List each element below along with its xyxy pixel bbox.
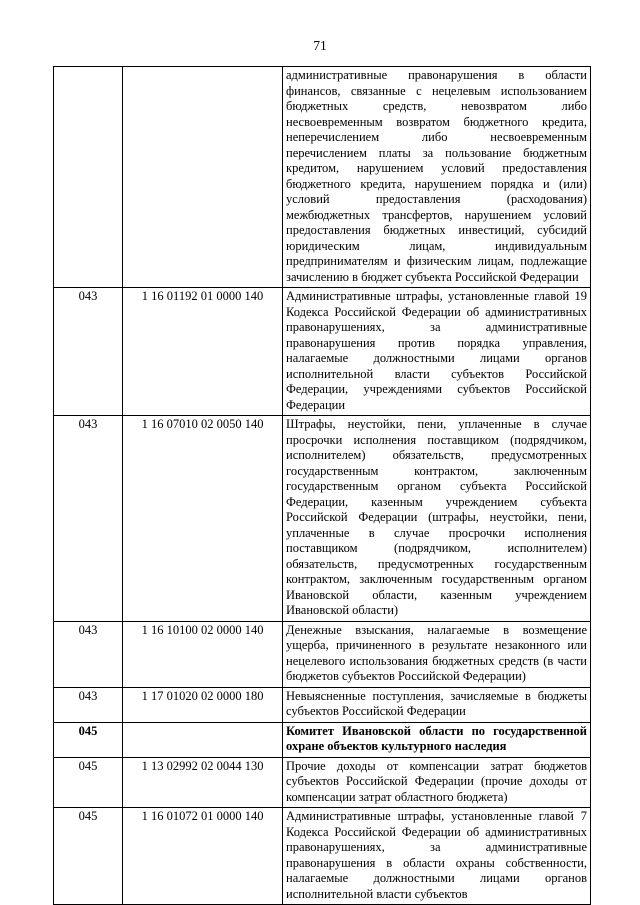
description-cell: административные правонарушения в области финансов, связанные с нецелевым использованием бюджетных средств, невозвратом либо несвоевременным возвратом бюджетного кредита, неперечислением либо несвоевременным перечислением платы за пользование бюджетным кредитом, нарушением условий предоставления бюджетного кредита, нарушением порядка и (или) условий предоставления (расходования) межбюджетных трансфертов, нарушением условий предоставления бюджетных инвестиций, субсидий юридическим лицам, индивидуальным предпринимателям и физическим лицам, подлежащие зачислению в бюджет субъекта Российской Федерации [283,67,591,288]
table-row [54,687,591,722]
table-row [54,416,591,622]
admin-code-cell: 043 [54,288,123,416]
admin-code-cell: 045 [54,757,123,808]
description-cell: Штрафы, неустойки, пени, уплаченные в случае просрочки исполнения поставщиком (подрядчиком, исполнителем) обязательств, предусмотренных государственным контрактом, заключенным государственным органом субъекта Российской Федерации, казенным учреждением субъекта Российской Федерации (штрафы, неустойки, пени, уплаченные в случае просрочки исполнения поставщиком (подрядчиком, исполнителем) обязательств, предусмотренных государственным контрактом, заключенным государственным органом Ивановской области, казенным учреждением Ивановской области) [283,416,591,622]
admin-code-cell: 045 [54,722,123,757]
description-cell: Административные штрафы, установленные главой 19 Кодекса Российской Федерации об административных правонарушениях, за административные правонарушения против порядка управления, налагаемые должностными лицами органов исполнительной власти субъектов Российской Федерации, учреждениями субъектов Российской Федерации [283,288,591,416]
income-code-cell [123,722,283,757]
income-code-cell: 1 16 01072 01 0000 140 [123,808,283,905]
admin-code-cell: 043 [54,416,123,622]
income-code-cell: 1 17 01020 02 0000 180 [123,687,283,722]
table-row [54,67,591,288]
description-cell: Денежные взыскания, налагаемые в возмещение ущерба, причиненного в результате незаконного или нецелевого использования бюджетных средств (в части бюджетов субъектов Российской Федерации) [283,621,591,687]
section-header-row [54,722,591,757]
description-cell: Невыясненные поступления, зачисляемые в бюджеты субъектов Российской Федерации [283,687,591,722]
income-code-cell [123,67,283,288]
income-code-cell: 1 16 01192 01 0000 140 [123,288,283,416]
income-code-cell: 1 16 07010 02 0050 140 [123,416,283,622]
description-cell: Административные штрафы, установленные главой 7 Кодекса Российской Федерации об административных правонарушениях, за административные правонарушения в области охраны собственности, налагаемые должностными лицами органов исполнительной власти субъектов [283,808,591,905]
income-codes-table [53,66,591,905]
table-row [54,621,591,687]
committee-title-cell: Комитет Ивановской области по государственной охране объектов культурного наследия [283,722,591,757]
admin-code-cell: 045 [54,808,123,905]
admin-code-cell: 043 [54,621,123,687]
income-code-cell: 1 16 10100 02 0000 140 [123,621,283,687]
table-row [54,808,591,905]
admin-code-cell: 043 [54,687,123,722]
description-cell: Прочие доходы от компенсации затрат бюджетов субъектов Российской Федерации (прочие доходы от компенсации затрат областного бюджета) [283,757,591,808]
table-row [54,757,591,808]
admin-code-cell [54,67,123,288]
page-number: 71 [313,38,327,53]
income-code-cell: 1 13 02992 02 0044 130 [123,757,283,808]
table-row [54,288,591,416]
